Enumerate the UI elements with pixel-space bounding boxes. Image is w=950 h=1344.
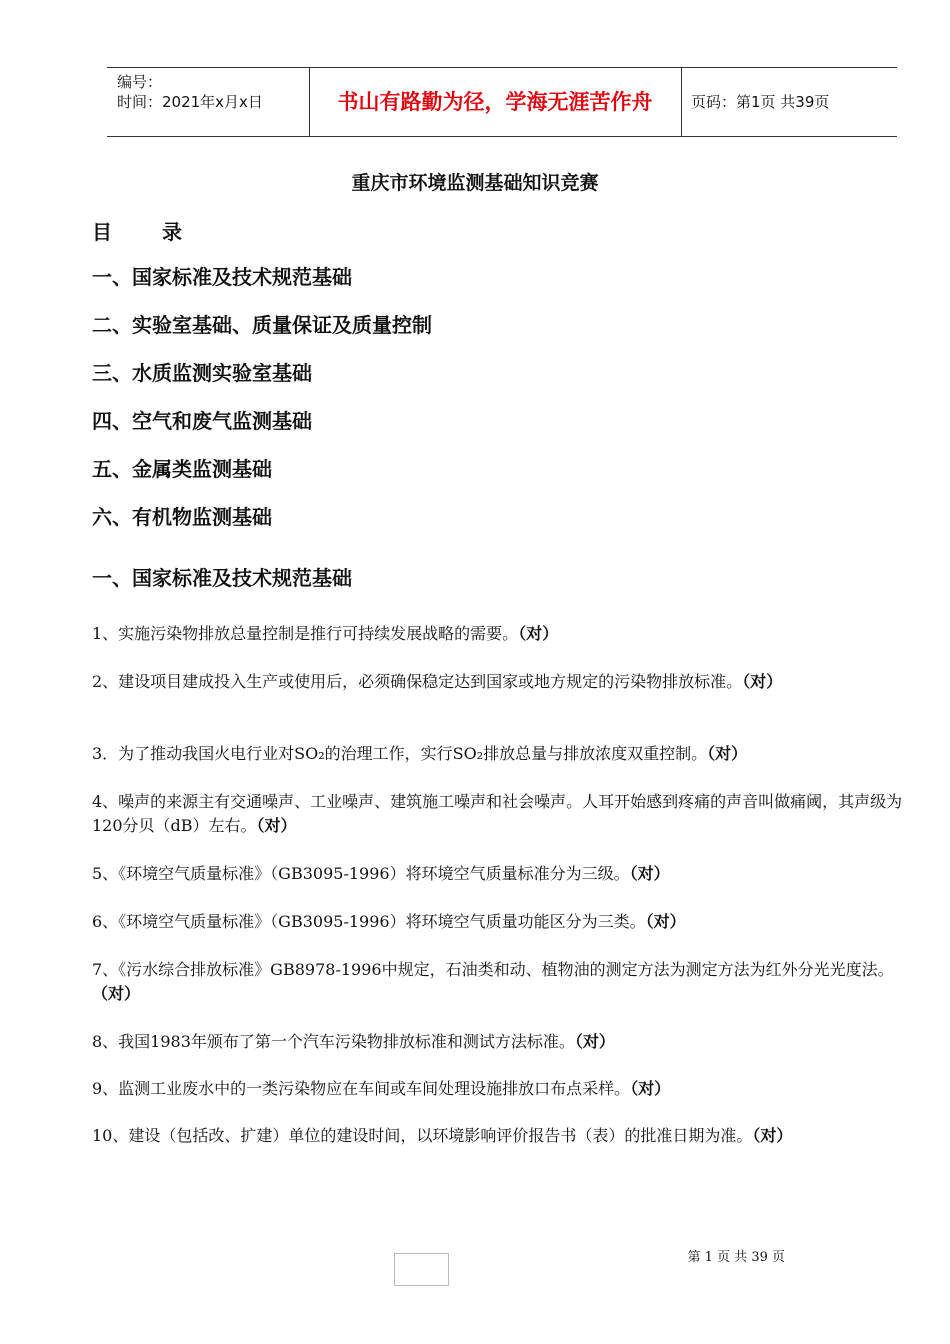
- header-motto: 书山有路勤为径，学海无涯苦作舟: [337, 90, 653, 114]
- toc-item: 六、有机物监测基础: [92, 505, 272, 529]
- question-item: [92, 742, 910, 766]
- question-item: [92, 1124, 910, 1148]
- question-item: [92, 622, 910, 646]
- footer-box: [394, 1253, 449, 1286]
- answer-mark: （对）: [752, 1126, 793, 1145]
- question-item: [92, 862, 910, 886]
- toc-item: 四、空气和废气监测基础: [92, 409, 312, 433]
- answer-mark: （对）: [518, 624, 559, 643]
- section-heading: 一、国家标准及技术规范基础: [92, 566, 352, 590]
- answer-mark: （对）: [742, 672, 783, 691]
- answer-mark: （对）: [629, 864, 670, 883]
- question-text: 5、《环境空气质量标准》（GB3095-1996）将环境空气质量标准分为三级。: [92, 864, 630, 883]
- question-text: 1、实施污染物排放总量控制是推行可持续发展战略的需要。: [92, 624, 519, 643]
- toc-item: 三、水质监测实验室基础: [92, 361, 312, 385]
- question-item: [92, 958, 910, 1006]
- header-divider: [681, 68, 682, 136]
- question-text: 9、监测工业废水中的一类污染物应在车间或车间处理设施排放口布点采样。: [92, 1079, 631, 1098]
- question-item: [92, 1030, 910, 1054]
- question-text: 10、建设（包括改、扩建）单位的建设时间，以环境影响评价报告书（表）的批准日期为准。: [92, 1126, 753, 1145]
- toc-item: 二、实验室基础、质量保证及质量控制: [92, 313, 432, 337]
- answer-mark: （对）: [707, 744, 748, 763]
- answer-mark: （对）: [630, 1079, 671, 1098]
- question-item: [92, 1077, 910, 1101]
- answer-mark: （对）: [645, 912, 686, 931]
- toc-item: 一、国家标准及技术规范基础: [92, 265, 352, 289]
- question-text: 2、建设项目建成投入生产或使用后，必须确保稳定达到国家或地方规定的污染物排放标准。: [92, 672, 743, 691]
- table-of-contents: [92, 262, 432, 550]
- answer-mark: （对）: [574, 1032, 615, 1051]
- question-item: [92, 670, 910, 694]
- number-label: 编号：: [117, 73, 163, 91]
- page-header: [107, 67, 897, 137]
- page-footer: 第 1 页 共 39 页: [687, 1250, 785, 1265]
- question-text: 4、噪声的来源主有交通噪声、工业噪声、建筑施工噪声和社会噪声。人耳开始感到疼痛的声音叫做痛阈，其声级为120分贝（dB）左右。: [92, 792, 903, 835]
- time-label: 时间：2021年x月x日: [117, 93, 263, 111]
- question-text: 7、《污水综合排放标准》GB8978-1996中规定，石油类和动、植物油的测定方法为测定方法为红外分光光度法。: [92, 960, 894, 979]
- question-item: [92, 910, 910, 934]
- toc-heading: 目录: [92, 220, 232, 244]
- document-title: 重庆市环境监测基础知识竞赛: [351, 172, 599, 194]
- question-item: [92, 790, 910, 838]
- answer-mark: （对）: [256, 816, 297, 835]
- question-text: 3．为了推动我国火电行业对SO₂的治理工作，实行SO₂排放总量与排放浓度双重控制。: [92, 744, 708, 763]
- question-text: 8、我国1983年颁布了第一个汽车污染物排放标准和测试方法标准。: [92, 1032, 575, 1051]
- header-meta: [117, 72, 263, 112]
- question-text: 6、《环境空气质量标准》（GB3095-1996）将环境空气质量功能区分为三类。: [92, 912, 646, 931]
- answer-mark: （对）: [92, 984, 141, 1003]
- header-page-info: 页码：第1页 共39页: [691, 93, 830, 111]
- toc-item: 五、金属类监测基础: [92, 457, 272, 481]
